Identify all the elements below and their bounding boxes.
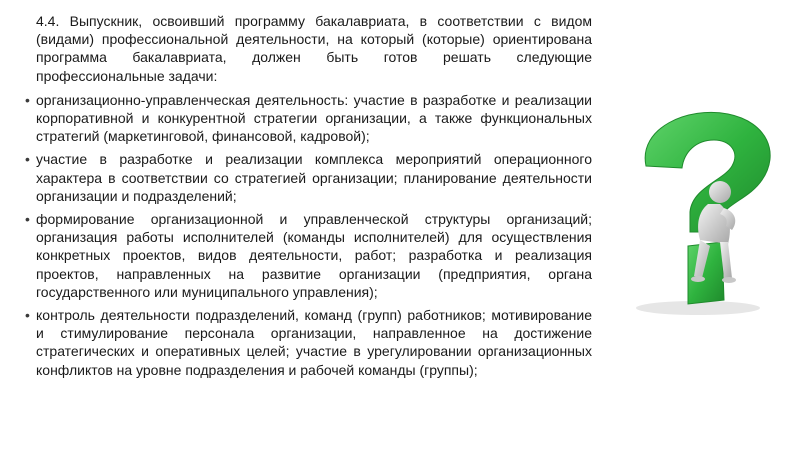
list-item	[25, 306, 592, 379]
list-item	[25, 91, 592, 146]
bullet-icon: •	[25, 211, 30, 228]
list-item-text: организационно-управленческая деятельность: участие в разработке и реализации корпоративной и конкурентной стратегии организации, а также функциональных стратегий (маркетинговой, финансовой, кадровой);	[36, 91, 592, 145]
bullet-icon: •	[25, 151, 30, 168]
question-mark-illustration	[628, 108, 788, 318]
task-list	[25, 91, 592, 379]
list-item	[25, 150, 592, 205]
bullet-icon: •	[25, 307, 30, 324]
list-item-text: участие в разработке и реализации комплекса мероприятий операционного характера в соответствии со стратегией организации; планирование деятельности организации и подразделений;	[36, 151, 592, 204]
list-item	[25, 210, 592, 301]
text-block	[25, 12, 592, 384]
bullet-icon: •	[25, 91, 30, 108]
intro-paragraph: 4.4. Выпускник, освоивший программу бакалавриата, в соответствии с видом (видами) профессиональной деятельности, на который (которые) ориентирована программа бакалавриата, должен быть готов решать следующие профессиональные задачи:	[36, 13, 592, 84]
question-mark-thinking-person-icon	[628, 108, 788, 318]
list-item-text: формирование организационной и управленческой структуры организаций; организация работы исполнителей (команды исполнителей) для осуществления конкретных проектов, видов деятельности, работ; разработка и реализация проектов, направленных на развитие организации (предприятия, органа государственного или муниципального управления);	[36, 211, 592, 300]
list-item-text: контроль деятельности подразделений, команд (групп) работников; мотивирование и стимулирование персонала организации, направленное на достижение стратегических и оперативных целей; участие в урегулировании организационных конфликтов на уровне подразделения и рабочей команды (группы);	[36, 307, 592, 378]
